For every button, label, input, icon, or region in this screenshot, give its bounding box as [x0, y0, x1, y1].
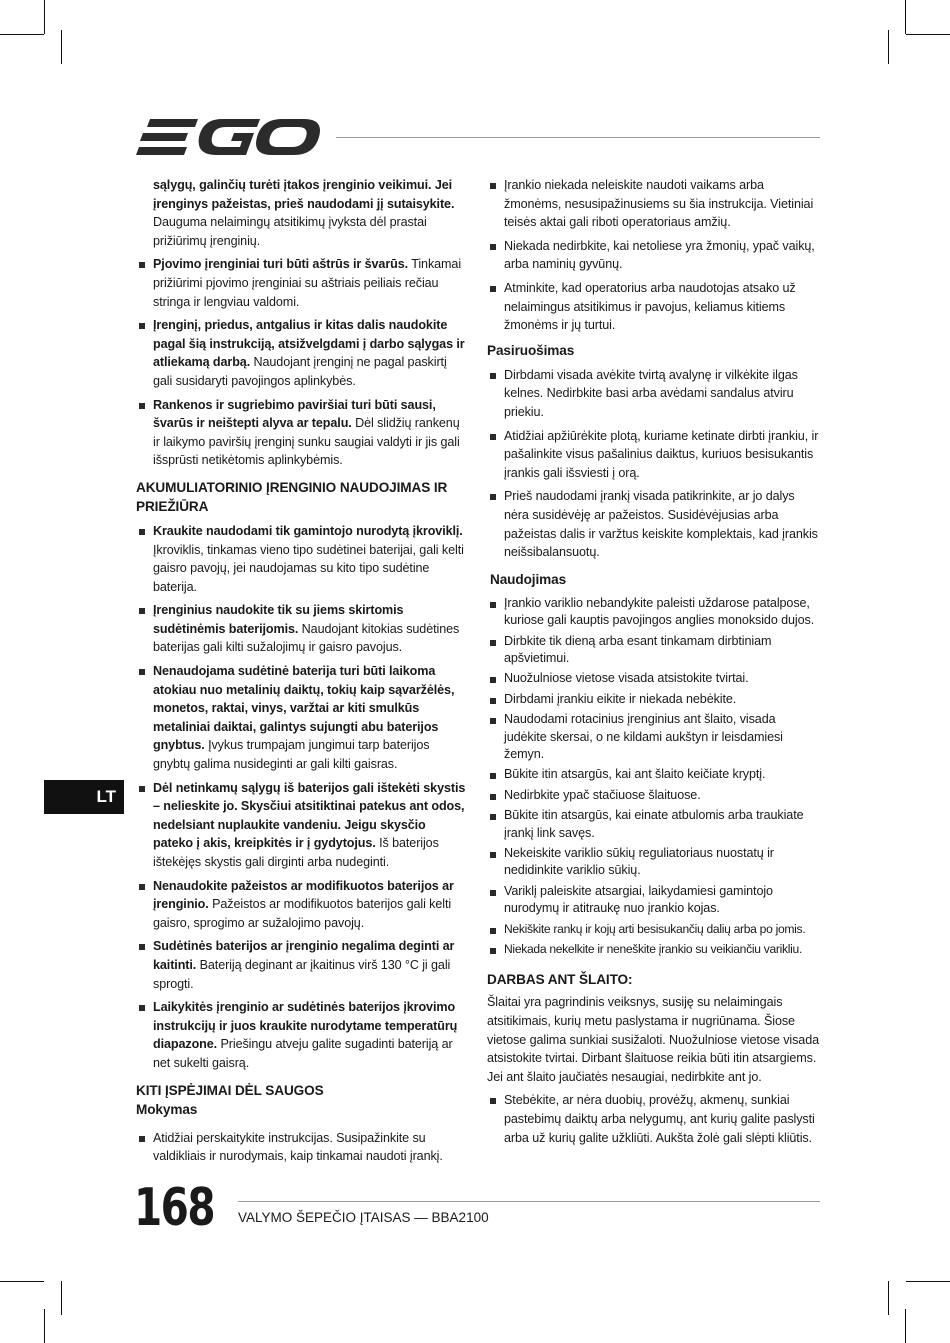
list-item: [487, 691, 820, 708]
list-item: [487, 787, 820, 804]
list-item: [487, 711, 820, 763]
crop-mark: [906, 1281, 950, 1282]
language-tab: [44, 780, 124, 814]
item-text: Įrankio variklio nebandykite paleisti uždarose patalpose, kuriose gali kauptis pavojingos anglies monoksido dujos.: [504, 595, 815, 628]
list-item: [487, 595, 820, 630]
list-item: [487, 807, 820, 842]
right-column: [487, 176, 820, 1152]
crop-mark: [44, 0, 45, 34]
item-bold: Sudėtinės baterijos ar įrenginio negalima deginti ar kaitinti.: [153, 939, 455, 972]
subsection-title-training: Mokymas: [136, 1101, 198, 1117]
list-item: [136, 176, 466, 250]
item-bold: Įrenginius naudokite tik su jiems skirtomis sudėtinėmis baterijomis.: [153, 603, 404, 636]
section-title-battery: AKUMULIATORINIO ĮRENGINIO NAUDOJIMAS IR PRIEŽIŪRA: [136, 479, 448, 514]
item-text: Nuožulniose vietose visada atsistokite tvirtai.: [504, 671, 749, 686]
item-bold: Kraukite naudodami tik gamintojo nurodytą įkroviklį.: [153, 523, 463, 538]
item-text: Dirbdami visada avėkite tvirtą avalynę ir vilkėkite ilgas kelnes. Nedirbkite basi arba avėdami sandalus atviru priekiu.: [504, 367, 798, 419]
list-item: [136, 662, 466, 774]
item-text: Būkite itin atsargūs, kai ant šlaito keičiate kryptį.: [504, 767, 766, 782]
list-item: [136, 779, 466, 872]
item-text: Pažeistos ar modifikuotos baterijos gali kelti gaisro, sprogimo ar sužalojimo pavojų.: [153, 897, 452, 930]
list-item: [487, 427, 820, 483]
list-item: [487, 921, 820, 938]
item-text: Įvykus trumpajam jungimui tarp baterijos gnybtų galima nusideginti ar gali kilti gaisras.: [153, 738, 430, 772]
list-item: [136, 522, 466, 596]
item-text: Atidžiai apžiūrėkite plotą, kuriame ketinate dirbti įrankiu, ir pašalinkite visus pašalinius daiktus, kuriuos besisukantis įrankis gali išsviesti į orą.: [504, 428, 819, 480]
item-text: Būkite itin atsargūs, kai einate atbulomis arba traukiate įrankį link savęs.: [504, 808, 804, 840]
item-text: Niekada nedirbkite, kai netoliese yra žmonių, ypač vaikų, arba naminių gyvūnų.: [504, 238, 815, 272]
left-column: [136, 176, 466, 1171]
list-item: [487, 176, 820, 232]
list-item: [487, 766, 820, 783]
item-text: Variklį paleiskite atsargiai, laikydamiesi gamintojo nurodymų ir atitraukę nuo įrankio kojas.: [504, 883, 773, 916]
crop-mark: [0, 34, 44, 35]
list-item: [487, 487, 820, 561]
crop-mark: [906, 34, 950, 35]
item-text: Atminkite, kad operatorius arba naudotojas atsako už nelaimingus atsitikimus ir pavojus, keliamus kitiems žmonėms ir jų turtui.: [504, 280, 796, 333]
list-item: [136, 316, 466, 390]
crop-mark: [61, 1281, 62, 1315]
item-text: Priešingu atveju galite sugadinti bateriją ar net sukelti gaisrą.: [153, 1037, 453, 1070]
list-item: [487, 237, 820, 274]
list-item: [487, 1091, 820, 1147]
item-bold: Laikykitės įrenginio ar sudėtinės baterijos įkrovimo instrukcijų ir juos kraukite nurodytame temperatūrų diapazone.: [153, 1000, 458, 1052]
subsection-title-use: Naudojimas: [490, 571, 567, 587]
footer-title: VALYMO ŠEPEČIO ĮTAISAS — BBA2100: [238, 1210, 489, 1225]
section-title-slope: DARBAS ANT ŠLAITO:: [487, 972, 633, 988]
page-number: 168: [134, 1178, 214, 1238]
crop-mark: [44, 1309, 45, 1343]
item-text: Prieš naudodami įrankį visada patikrinkite, ar jo dalys nėra susidėvėję ar pažeistos. Susidėvėjusias arba pažeistas dalis ir varžtus keiskite komplektais, kad įrankis neišsibalansuotų.: [504, 489, 818, 560]
crop-mark: [888, 1281, 889, 1315]
crop-mark: [61, 30, 62, 64]
list-item: [136, 1129, 466, 1166]
section-title-other: KITI ĮSPĖJIMAI DĖL SAUGOS: [136, 1082, 324, 1098]
list-item: [136, 877, 466, 933]
footer-rule: [238, 1201, 820, 1202]
item-bold: Pjovimo įrenginiai turi būti aštrūs ir švarūs.: [153, 257, 409, 272]
item-text: Atidžiai perskaitykite instrukcijas. Susipažinkite su valdikliais ir nurodymais, kaip tinkamai naudoti įrankį.: [153, 1130, 443, 1164]
item-text: Įrankio niekada neleiskite naudoti vaikams arba žmonėms, nesusipažinusiems su šia instrukcija. Vietiniai teisės aktai gali riboti operatoriaus amžių.: [504, 178, 814, 230]
subsection-title-preparation: Pasiruošimas: [487, 342, 575, 358]
item-text: Iš baterijos ištekėjęs skystis gali dirginti arba nudeginti.: [153, 836, 439, 869]
item-text: Bateriją deginant ar įkaitinus virš 130 °C ji gali sprogti.: [153, 957, 451, 991]
ego-logo-mark: [136, 116, 320, 158]
list-item: [136, 937, 466, 993]
item-bold: Nenaudokite pažeistos ar modifikuotos baterijos ar įrenginio.: [153, 878, 454, 912]
item-bold: Nenaudojama sudėtinė baterija turi būti laikoma atokiau nuo metalinių daiktų, tokių kaip sąvaržėlės, monetos, raktai, vinys, varžtai ar kiti smulkūs metaliniai daiktai, galintys sujungti abu baterijos gnybtus.: [153, 664, 455, 753]
list-item: [487, 941, 820, 958]
list-item: [136, 998, 466, 1072]
list-item: [487, 670, 820, 687]
item-text: Nekeiskite variklio sūkių reguliatoriaus nuostatų ir nedidinkite variklio sūkių.: [504, 845, 774, 878]
item-text: Įkroviklis, tinkamas vieno tipo sudėtinei baterijai, gali kelti gaisro pavojų, jei naudojamas su kito tipo sudėtine baterija.: [153, 542, 464, 594]
language-tab-label: LT: [96, 787, 116, 806]
list-item: [487, 633, 820, 668]
crop-mark: [0, 1281, 44, 1282]
item-text: Tinkamai prižiūrimi pjovimo įrenginiai su aštriais peiliais rečiau stringa ir lengviau valdomi.: [153, 257, 462, 309]
item-text: Naudodami rotacinius įrenginius ant šlaito, visada judėkite skersai, o ne kildami aukštyn ir leisdamiesi žemyn.: [504, 712, 783, 761]
crop-mark: [905, 1309, 906, 1343]
item-bold: sąlygų, galinčių turėti įtakos įrenginio veikimui. Jei įrenginys pažeistas, prieš naudodami jį sutaisykite.: [153, 178, 455, 211]
list-item: [136, 396, 466, 470]
list-item: [487, 366, 820, 422]
list-item: [136, 255, 466, 311]
item-bold: Dėl netinkamų sąlygų iš baterijos gali ištekėti skystis – nelieskite jo. Skysčiui atsitiktinai patekus ant odos, nedelsiant nuplaukite vandeniu. Jeigu skysčio pateko į akis, kreipkitės ir į gydytojus.: [153, 780, 466, 851]
item-bold: Įrenginį, priedus, antgalius ir kitas dalis naudokite pagal šią instrukciją, atsižvelgdami į darbo sąlygas ir atliekamą darbą.: [153, 318, 465, 370]
item-text: Dirbdami įrankiu eikite ir niekada nebėkite.: [504, 691, 737, 706]
ego-logo: [136, 116, 320, 158]
crop-mark: [905, 0, 906, 34]
slope-paragraph: Šlaitai yra pagrindinis veiksnys, susiję su nelaimingais atsitikimais, kurių metu paslystama ir nugriūnama. Šiose vietose galima sunkiai susižaloti. Nuožulniose vietose visada atsistokite tvirtai. Dirbant šlaituose reikia būti itin atsargiems. Jei ant šlaito jaučiatės nesaugiai, nedirbkite ant jo.: [487, 995, 820, 1084]
crop-mark: [888, 30, 889, 64]
item-text: Stebėkite, ar nėra duobių, provėžų, akmenų, sunkiai pastebimų daiktų arba nelygumų, ant kurių galite paslysti arba už kurių galite užkliūti. Aukšta žolė gali slėpti kliūtis.: [504, 1093, 815, 1145]
item-text: Nekiškite rankų ir kojų arti besisukančių dalių arba po jomis.: [504, 921, 806, 936]
item-text: Naudojant įrenginį ne pagal paskirtį gali susidaryti pavojingos aplinkybės.: [153, 355, 447, 388]
item-bold: Rankenos ir sugriebimo paviršiai turi būti sausi, švarūs ir neištepti alyva ar tepalu.: [153, 397, 436, 431]
item-text: Niekada nekelkite ir neneškite įrankio su veikiančiu varikliu.: [504, 942, 803, 956]
item-text: Naudojant kitokias sudėtines baterijas gali kilti sužalojimų ir gaisro pavojus.: [153, 621, 460, 655]
list-item: [487, 279, 820, 335]
list-item: [136, 601, 466, 657]
list-item: [487, 883, 820, 918]
item-text: Nedirbkite ypač stačiuose šlaituose.: [504, 787, 701, 802]
item-text: Dirbkite tik dieną arba esant tinkamam dirbtiniam apšvietimui.: [504, 633, 772, 665]
list-item: [487, 845, 820, 880]
item-text: Dėl slidžių rankenų ir laikymo paviršių įrenginį sunku saugiai valdyti ir jis gali išsprūsti netikėtomis aplinkybėmis.: [153, 416, 460, 468]
item-text: Dauguma nelaimingų atsitikimų įvyksta dėl prastai prižiūrimų įrenginių.: [153, 215, 427, 248]
header-rule: [336, 137, 820, 138]
